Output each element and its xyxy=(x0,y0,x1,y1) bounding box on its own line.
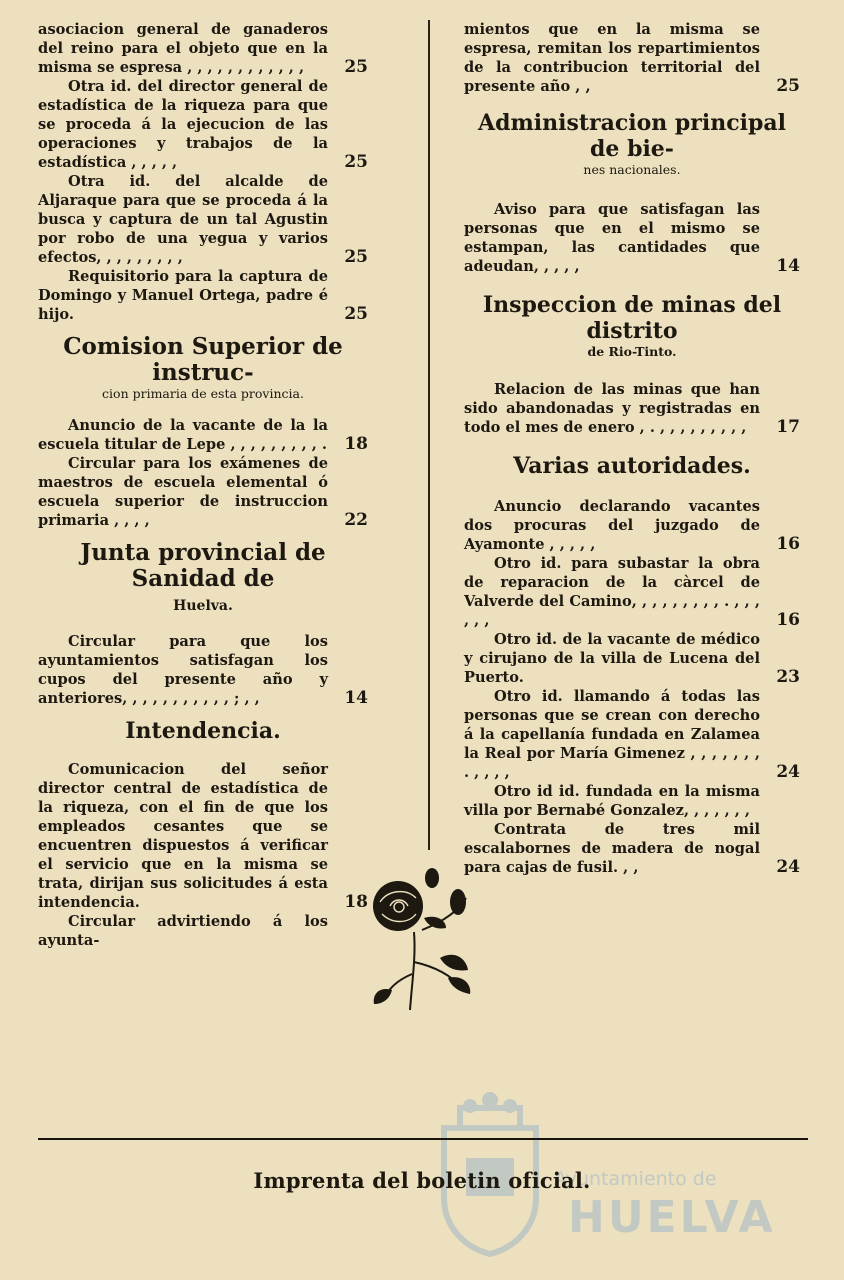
entry-text: Requisitorio para la captura de Domingo y Manuel Ortega, padre é hijo. xyxy=(38,268,328,323)
entry-page-number: 25 xyxy=(344,152,368,172)
index-entry xyxy=(464,687,800,782)
entry-page-number: 18 xyxy=(344,434,368,454)
index-entry xyxy=(38,454,368,530)
entry-text: Otro id. para subastar la obra de reparacion de la càrcel de Valverde del Camino, , , , , , , , , . , , , , , , xyxy=(464,555,760,629)
entry-page-number: 17 xyxy=(776,417,800,437)
index-entry xyxy=(38,912,368,950)
footer-rule xyxy=(38,1138,808,1140)
entry-page-number: 16 xyxy=(776,534,800,554)
index-entry xyxy=(38,416,368,454)
entry-page-number: 14 xyxy=(344,688,368,708)
entry-text: Otro id. llamando á todas las personas que se crean con derecho á la capellanía fundada en Zalamea la Real por María Gimenez , , , , , , , . , , , , xyxy=(464,688,760,781)
entry-text: Otro id id. fundada en la misma villa por Bernabé Gonzalez, , , , , , , xyxy=(464,783,760,819)
left-column xyxy=(38,20,368,950)
index-entry xyxy=(38,760,368,912)
entry-page-number: 16 xyxy=(776,610,800,630)
left-entries-c xyxy=(38,632,368,708)
section-subtitle-sanidad: Huelva. xyxy=(173,598,233,614)
entry-text: mientos que en la misma se espresa, remitan los repartimientos de la contribucion territorial del presente año , , xyxy=(464,21,760,95)
entry-page-number: 24 xyxy=(776,762,800,782)
section-title-intendencia: Intendencia. xyxy=(125,718,281,744)
entry-page-number: 14 xyxy=(776,256,800,276)
right-entries-b xyxy=(464,200,800,276)
watermark-line1: Ayuntamiento de xyxy=(554,1168,717,1190)
section-title-varias: Varias autoridades. xyxy=(513,453,751,479)
entry-text: Anuncio de la vacante de la la escuela titular de Lepe , , , , , , , , , . xyxy=(38,417,328,453)
right-entries-a xyxy=(464,20,800,96)
section-title-instruccion: Comision Superior de instruc- xyxy=(63,333,343,386)
entry-text: Otra id. del alcalde de Aljaraque para que se proceda á la busca y captura de un tal Agustin por robo de una yegua y varios efectos, , , , , , , , , xyxy=(38,173,328,266)
entry-text: Circular para que los ayuntamientos satisfagan los cupos del presente año y anteriores, , , , , , , , , , , ; , , xyxy=(38,633,328,707)
index-entry xyxy=(38,20,368,77)
index-entry xyxy=(464,630,800,687)
left-entries-a xyxy=(38,20,368,324)
entry-page-number: 22 xyxy=(344,510,368,530)
section-title-minas: Inspeccion de minas del distrito xyxy=(482,292,782,344)
entry-page-number: 18 xyxy=(344,892,368,912)
index-entry xyxy=(464,554,800,630)
section-subtitle-instruccion: cion primaria de esta provincia. xyxy=(102,386,304,401)
entry-page-number: 25 xyxy=(344,247,368,267)
left-entries-b xyxy=(38,416,368,530)
index-entry xyxy=(464,200,800,276)
index-entry xyxy=(38,267,368,324)
index-entry xyxy=(464,497,800,554)
entry-text: Otro id. de la vacante de médico y cirujano de la villa de Lucena del Puerto. xyxy=(464,631,760,686)
index-entry xyxy=(38,77,368,172)
section-subtitle-bienes: nes nacionales. xyxy=(583,162,681,177)
entry-text: Aviso para que satisfagan las personas que en el mismo se estampan, las cantidades que adeudan, , , , , xyxy=(464,201,760,275)
section-title-bienes: Administracion principal de bie- xyxy=(478,110,786,162)
entry-page-number: 25 xyxy=(344,304,368,324)
index-entry xyxy=(464,20,800,96)
entry-text: Anuncio declarando vacantes dos procuras del juzgado de Ayamonte , , , , , xyxy=(464,498,760,553)
column-divider xyxy=(428,20,430,850)
right-entries-c xyxy=(464,380,800,437)
index-entry xyxy=(464,782,800,820)
index-entry xyxy=(464,380,800,437)
entry-page-number: 25 xyxy=(344,57,368,77)
entry-page-number: 25 xyxy=(776,76,800,96)
entry-text: Circular para los exámenes de maestros de escuela elemental ó escuela superior de instruccion primaria , , , , xyxy=(38,455,328,529)
right-column xyxy=(464,20,800,877)
index-entry xyxy=(38,172,368,267)
section-title-sanidad: Junta provincial de Sanidad de xyxy=(80,539,326,592)
index-entry xyxy=(38,632,368,708)
entry-text: Relacion de las minas que han sido abandonadas y registradas en todo el mes de enero , . , , , , , , , , , xyxy=(464,381,760,436)
index-entry xyxy=(464,820,800,877)
entry-text: asociacion general de ganaderos del reino para el objeto que en la misma se espresa , , , , , , , , , , , , xyxy=(38,21,328,76)
entry-text: Circular advirtiendo á los ayunta- xyxy=(38,913,328,949)
right-entries-d xyxy=(464,497,800,877)
watermark-line2: HUELVA xyxy=(568,1192,776,1243)
entry-text: Comunicacion del señor director central de estadística de la riqueza, con el fin de que los empleados cesantes que se encuentren dispuestos á verificar el servicio que en la misma se trata, dirijan sus solicitudes á esta intendencia. xyxy=(38,761,328,911)
entry-text: Otra id. del director general de estadística de la riqueza para que se proceda á la ejecucion de las operaciones y trabajos de la estadística , , , , , xyxy=(38,78,328,171)
footer-imprint: Imprenta del boletin oficial. xyxy=(253,1168,591,1193)
entry-page-number: 24 xyxy=(776,857,800,877)
entry-text: Contrata de tres mil escalabornes de madera de nogal para cajas de fusil. , , xyxy=(464,821,760,876)
entry-page-number: 23 xyxy=(776,667,800,687)
rose-ornament-icon xyxy=(362,862,476,1012)
section-subtitle-minas: de Rio-Tinto. xyxy=(587,344,677,359)
left-entries-d xyxy=(38,760,368,950)
